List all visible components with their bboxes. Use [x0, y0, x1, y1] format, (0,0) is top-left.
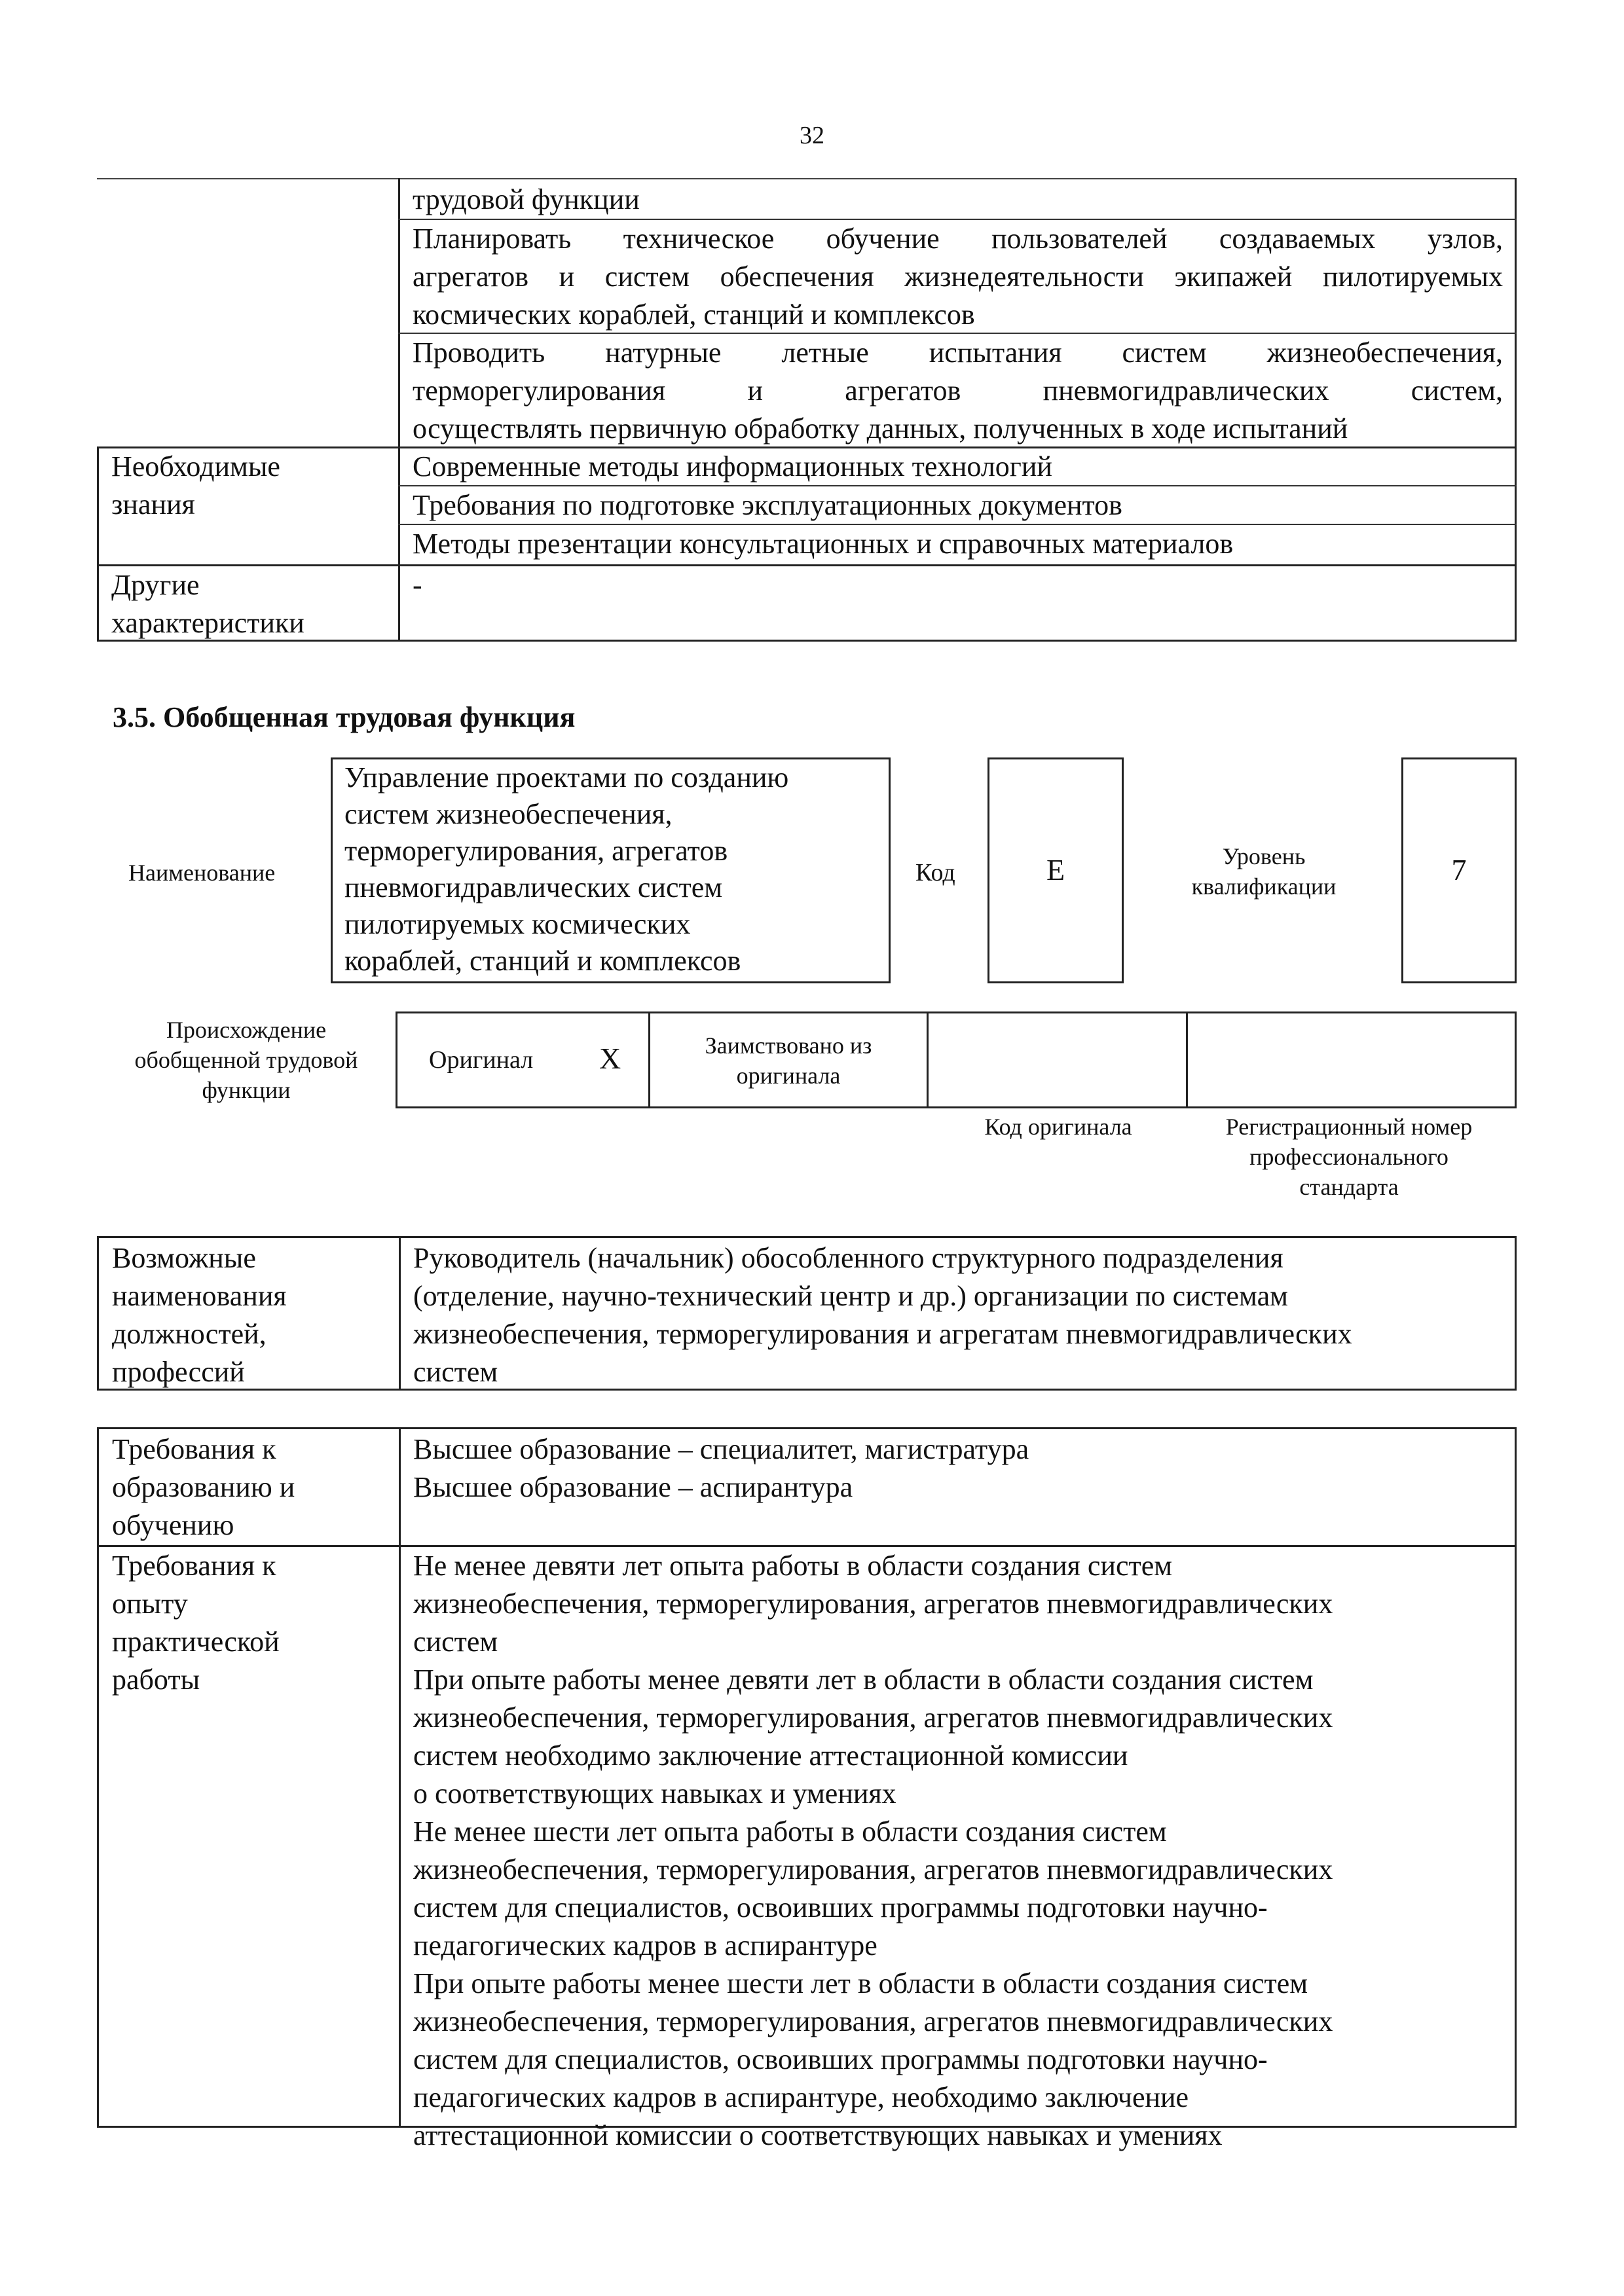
knowledge-item: Методы презентации консультационных и справочных материалов	[413, 528, 1234, 560]
positions-label: Возможные наименования должностей, профессий	[112, 1242, 287, 1388]
function-name-box: Управление проектами по созданию систем жизнеобеспечения, терморегулирования, агрегатов пневмогидравлических систем пилотируемых космических кораблей, станций и комплексов	[331, 757, 891, 983]
skill-item: Планировать техническое обучение пользователей создаваемых узлов, агрегатов и систем обеспечения жизнедеятельности экипажей пилотируемых космических кораблей, станций и комплексов	[413, 223, 1503, 331]
original-label: Оригинал	[429, 1046, 534, 1074]
code-box	[987, 757, 1124, 983]
code-label: Код	[915, 859, 955, 886]
experience-label: Требования к опыту практической работы	[112, 1550, 280, 1696]
level-label: Уровень квалификации	[1191, 843, 1337, 900]
other-value: -	[413, 569, 422, 601]
education-value: Высшее образование – специалитет, магистратура Высшее образование – аспирантура	[413, 1433, 1029, 1503]
positions-value: Руководитель (начальник) обособленного структурного подразделения (отделение, научно-технический центр и др.) организации по системам жизнеобеспечения, терморегулирования и агрегатам пневмогидравлических систем	[413, 1242, 1352, 1388]
code-value: E	[1046, 853, 1065, 886]
knowledge-item: Требования по подготовке эксплуатационных документов	[413, 489, 1122, 521]
code-original-caption: Код оригинала	[984, 1114, 1132, 1140]
knowledge-label: Необходимые знания	[111, 450, 280, 520]
name-label: Наименование	[128, 860, 276, 886]
section-title: 3.5. Обобщенная трудовая функция	[113, 701, 576, 733]
borrowed-label: Заимствовано из оригинала	[705, 1032, 872, 1089]
skill-continued: трудовой функции	[413, 183, 640, 215]
skills-knowledge-table	[97, 178, 1517, 642]
education-label: Требования к образованию и обучению	[112, 1433, 295, 1541]
page-number: 32	[800, 122, 824, 149]
level-box	[1401, 757, 1517, 983]
original-mark: X	[599, 1042, 621, 1075]
requirements-table	[97, 1427, 1517, 2151]
origin-table	[396, 1011, 1517, 1108]
knowledge-item: Современные методы информационных технологий	[413, 450, 1052, 483]
reg-number-caption: Регистрационный номер профессионального стандарта	[1225, 1114, 1473, 1200]
positions-table	[97, 1236, 1517, 1391]
skill-item: Проводить натурные летные испытания систем жизнеобеспечения, терморегулирования и агрегатов пневмогидравлических систем, осуществлять первичную обработку данных, полученных в ходе испытаний	[413, 337, 1503, 445]
other-label: Другие характеристики	[111, 569, 304, 639]
experience-value: Не менее девяти лет опыта работы в области создания систем жизнеобеспечения, терморегулирования, агрегатов пневмогидравлических систем При опыте работы менее девяти лет в области в области создания систем жизнеобеспечения, терморегулирования, агрегатов пневмогидравлических систем необходимо заключение аттестационной комиссии о соответствующих навыках и умениях Не менее шести лет опыта работы в области создания систем жизнеобеспечения, терморегулирования, агрегатов пневмогидравлических систем для специалистов, освоивших программы подготовки научно- педагогических кадров в аспирантуре При опыте работы менее шести лет в области в области создания систем жизнеобеспечения, терморегулирования, агрегатов пневмогидравлических систем для специалистов, освоивших программы подготовки научно- педагогических кадров в аспирантуре, необходимо заключение аттестационной комиссии о соответствующих навыках и умениях	[413, 1550, 1333, 2151]
level-value: 7	[1451, 853, 1467, 886]
origin-label: Происхождение обобщенной трудовой функции	[134, 1017, 358, 1103]
